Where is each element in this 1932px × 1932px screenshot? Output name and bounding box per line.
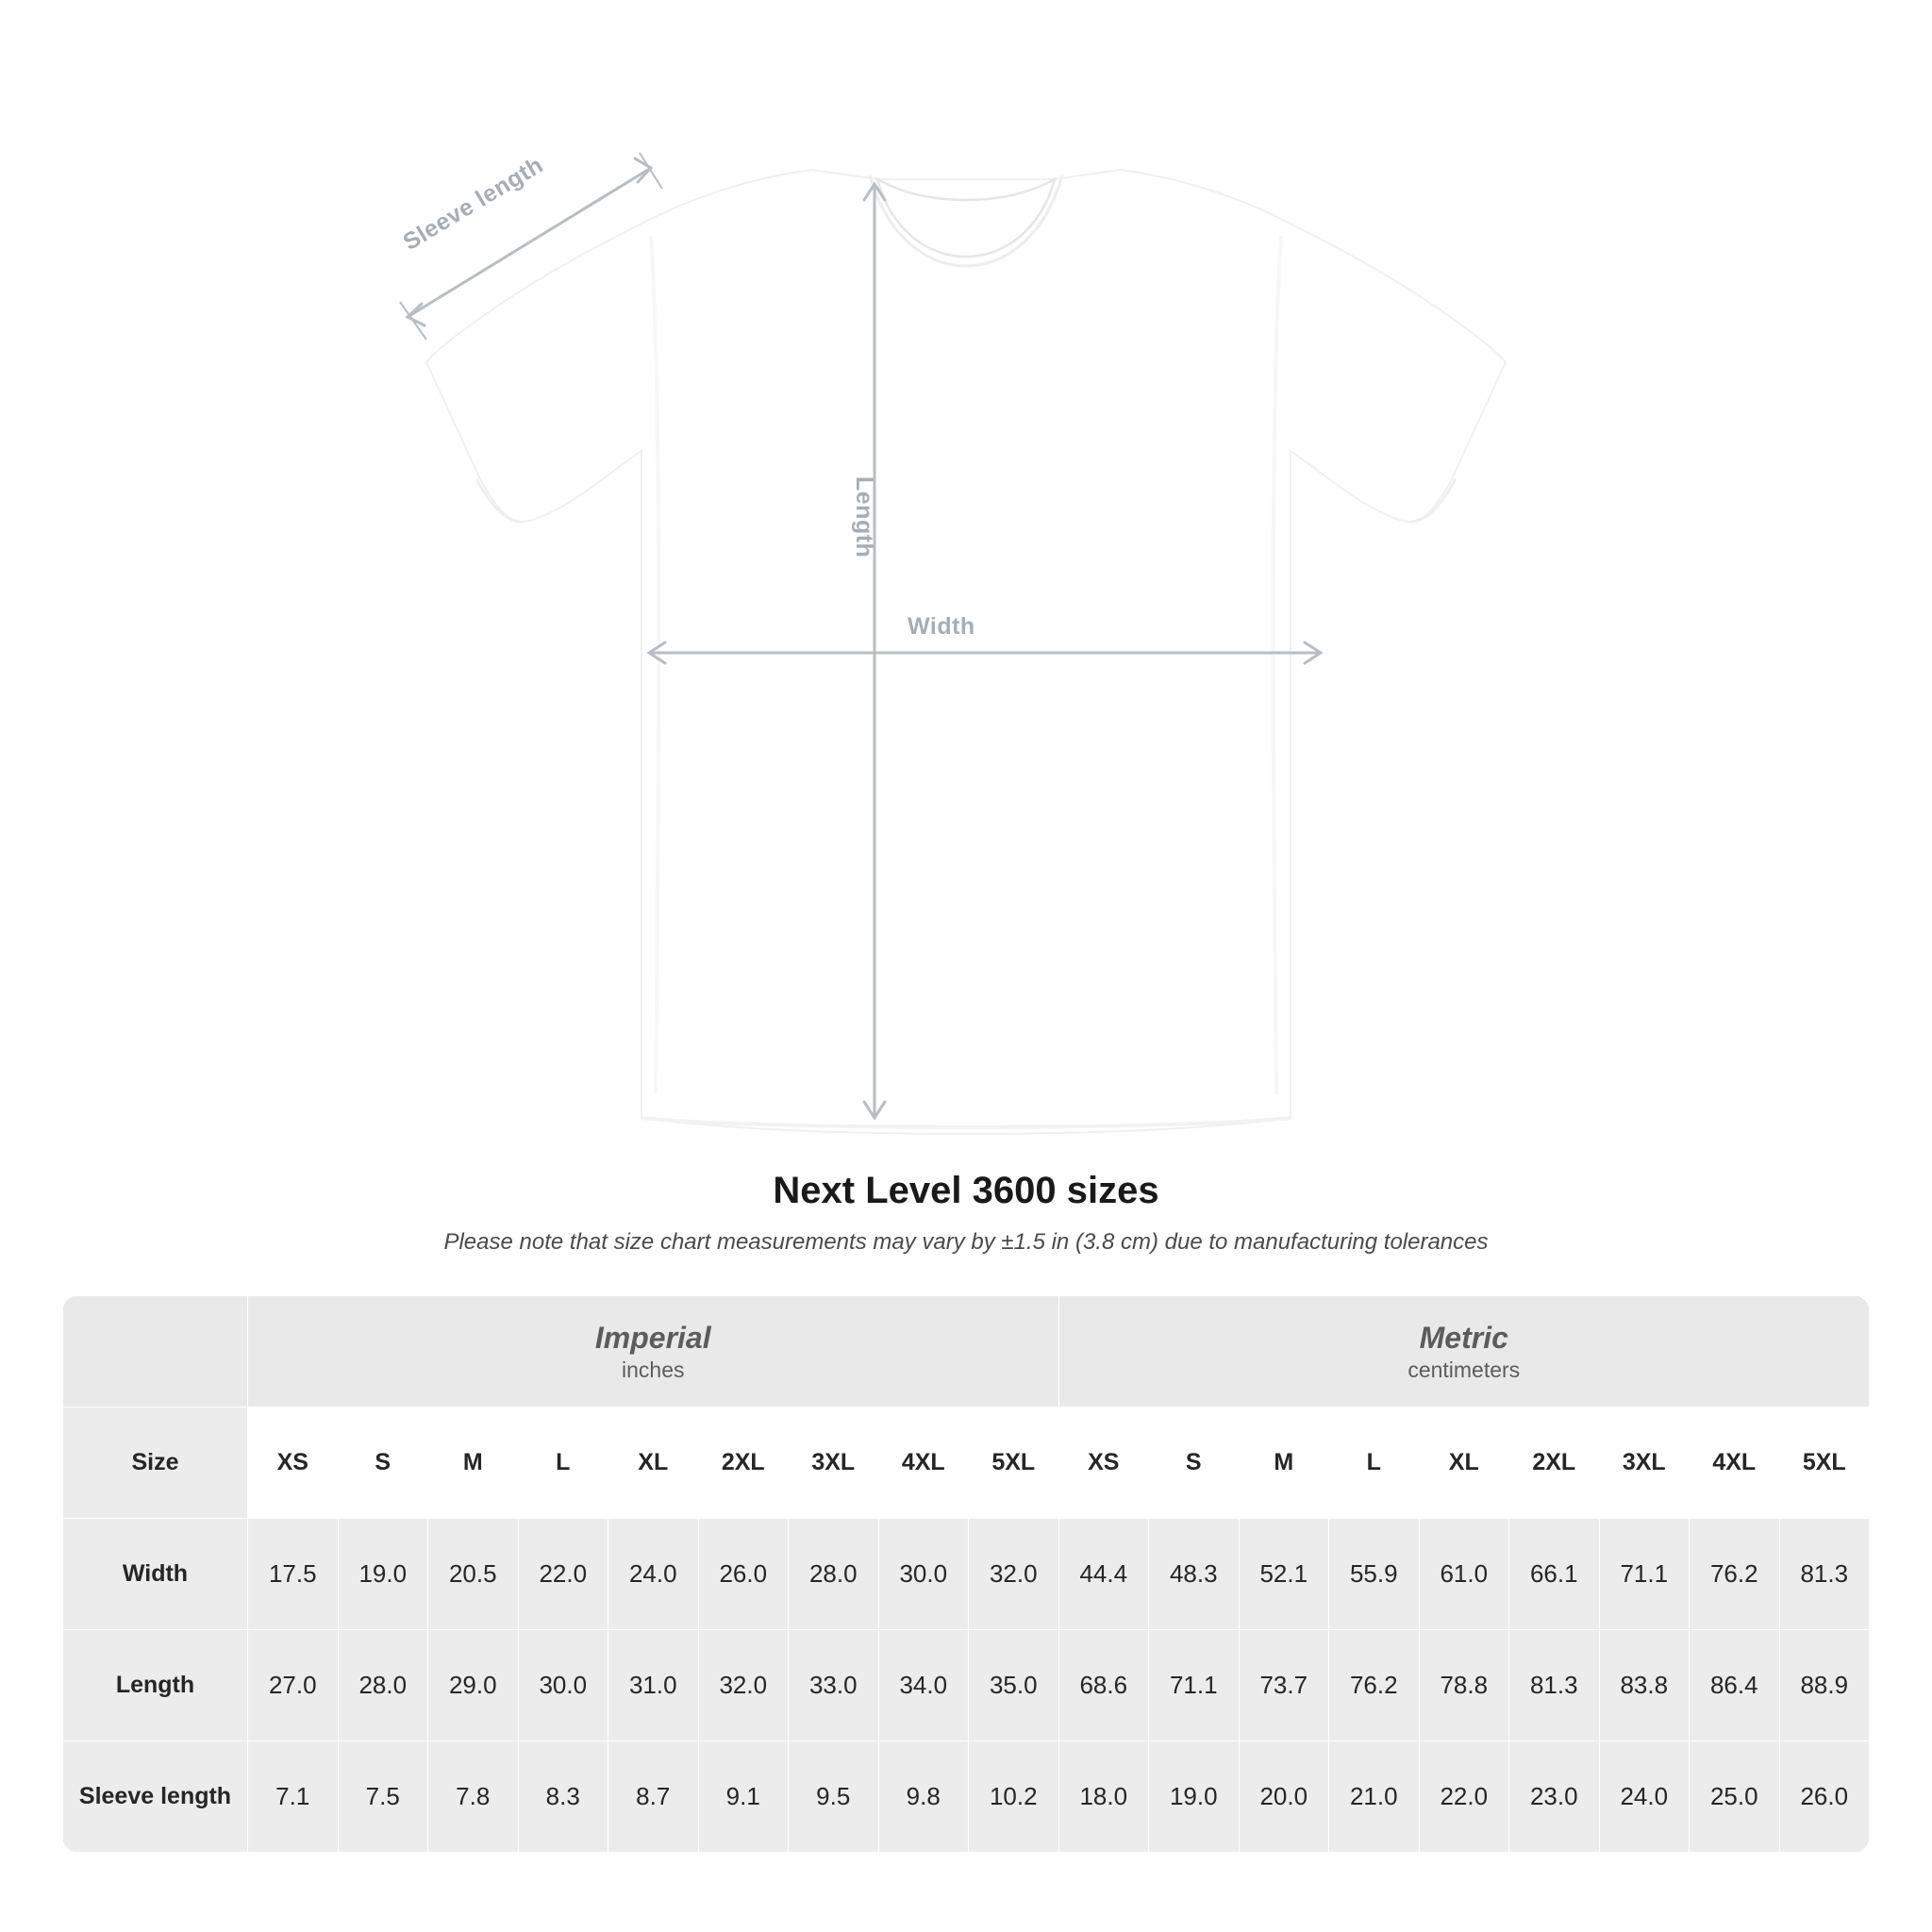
unit-header-imperial bbox=[248, 1296, 1059, 1407]
title-block bbox=[0, 1170, 1932, 1256]
unit-name: Imperial bbox=[594, 1320, 711, 1355]
measurement-cell: 35.0 bbox=[969, 1630, 1059, 1741]
measurement-cell: 73.7 bbox=[1239, 1630, 1329, 1741]
size-column-header: L bbox=[518, 1407, 608, 1519]
size-column-header: XL bbox=[608, 1407, 699, 1519]
measurement-cell: 76.2 bbox=[1329, 1630, 1420, 1741]
measurement-cell: 9.1 bbox=[698, 1741, 789, 1853]
row-label: Sleeve length bbox=[63, 1741, 248, 1853]
measurement-cell: 25.0 bbox=[1690, 1741, 1780, 1853]
size-column-header: 3XL bbox=[789, 1407, 879, 1519]
measurement-cell: 27.0 bbox=[248, 1630, 339, 1741]
size-table-container bbox=[62, 1295, 1870, 1853]
measurement-cell: 29.0 bbox=[428, 1630, 519, 1741]
measurement-cell: 34.0 bbox=[878, 1630, 969, 1741]
measurement-cell: 26.0 bbox=[1779, 1741, 1870, 1853]
measurement-cell: 20.5 bbox=[428, 1519, 519, 1630]
measurement-cell: 86.4 bbox=[1690, 1630, 1780, 1741]
measurement-cell: 22.0 bbox=[518, 1519, 608, 1630]
measurement-cell: 32.0 bbox=[698, 1630, 789, 1741]
size-column-header: M bbox=[428, 1407, 519, 1519]
measurement-cell: 81.3 bbox=[1779, 1519, 1870, 1630]
length-label: Length bbox=[851, 476, 877, 558]
size-column-header: S bbox=[338, 1407, 428, 1519]
measurement-cell: 68.6 bbox=[1058, 1630, 1149, 1741]
table-corner-cell bbox=[63, 1296, 248, 1407]
measurement-cell: 30.0 bbox=[518, 1630, 608, 1741]
size-column-header: L bbox=[1329, 1407, 1420, 1519]
measurement-cell: 48.3 bbox=[1149, 1519, 1240, 1630]
measurement-cell: 18.0 bbox=[1058, 1741, 1149, 1853]
measurement-cell: 61.0 bbox=[1419, 1519, 1509, 1630]
tolerance-note: Please note that size chart measurements may vary by ±1.5 in (3.8 cm) due to manufacturing tolerances bbox=[443, 1229, 1489, 1255]
unit-header-metric bbox=[1058, 1296, 1870, 1407]
measurement-cell: 76.2 bbox=[1690, 1519, 1780, 1630]
measurement-cell: 71.1 bbox=[1149, 1630, 1240, 1741]
size-table bbox=[62, 1295, 1870, 1853]
sleeve-length-label: Sleeve length bbox=[398, 151, 548, 257]
measurement-cell: 31.0 bbox=[608, 1630, 699, 1741]
measurement-cell: 78.8 bbox=[1419, 1630, 1509, 1741]
size-column-header: 5XL bbox=[1779, 1407, 1870, 1519]
measurement-cell: 8.3 bbox=[518, 1741, 608, 1853]
measurement-cell: 28.0 bbox=[789, 1519, 879, 1630]
size-column-header: 4XL bbox=[878, 1407, 969, 1519]
measurement-cell: 19.0 bbox=[1149, 1741, 1240, 1853]
size-column-header: 2XL bbox=[1509, 1407, 1600, 1519]
measurement-cell: 83.8 bbox=[1599, 1630, 1690, 1741]
measurement-cell: 10.2 bbox=[969, 1741, 1059, 1853]
size-column-header: XL bbox=[1419, 1407, 1509, 1519]
measurement-cell: 44.4 bbox=[1058, 1519, 1149, 1630]
measurement-cell: 30.0 bbox=[878, 1519, 969, 1630]
table-row bbox=[63, 1519, 1870, 1630]
measurement-cell: 33.0 bbox=[789, 1630, 879, 1741]
measurement-cell: 20.0 bbox=[1239, 1741, 1329, 1853]
unit-subtitle: inches bbox=[622, 1357, 685, 1382]
unit-header-row bbox=[63, 1296, 1870, 1407]
size-column-header: 5XL bbox=[969, 1407, 1059, 1519]
size-header-row bbox=[63, 1407, 1870, 1519]
unit-subtitle: centimeters bbox=[1407, 1357, 1521, 1382]
measurement-cell: 81.3 bbox=[1509, 1630, 1600, 1741]
table-row bbox=[63, 1741, 1870, 1853]
measurement-cell: 22.0 bbox=[1419, 1741, 1509, 1853]
page-title: Next Level 3600 sizes bbox=[773, 1170, 1159, 1211]
size-column-header: M bbox=[1239, 1407, 1329, 1519]
row-label: Length bbox=[63, 1630, 248, 1741]
measurement-cell: 19.0 bbox=[338, 1519, 428, 1630]
measurement-cell: 23.0 bbox=[1509, 1741, 1600, 1853]
size-column-header: XS bbox=[1058, 1407, 1149, 1519]
measurement-cell: 26.0 bbox=[698, 1519, 789, 1630]
measurement-cell: 66.1 bbox=[1509, 1519, 1600, 1630]
unit-name: Metric bbox=[1419, 1320, 1508, 1355]
measurement-cell: 17.5 bbox=[248, 1519, 339, 1630]
measurement-cell: 55.9 bbox=[1329, 1519, 1420, 1630]
measurement-cell: 9.5 bbox=[789, 1741, 879, 1853]
size-column-header: S bbox=[1149, 1407, 1240, 1519]
measurement-cell: 52.1 bbox=[1239, 1519, 1329, 1630]
measurement-cell: 88.9 bbox=[1779, 1630, 1870, 1741]
measurement-cell: 7.8 bbox=[428, 1741, 519, 1853]
measurement-cell: 21.0 bbox=[1329, 1741, 1420, 1853]
measurement-cell: 8.7 bbox=[608, 1741, 699, 1853]
measurement-cell: 24.0 bbox=[608, 1519, 699, 1630]
measurement-cell: 28.0 bbox=[338, 1630, 428, 1741]
size-column-header: 3XL bbox=[1599, 1407, 1690, 1519]
row-label: Width bbox=[63, 1519, 248, 1630]
table-row bbox=[63, 1630, 1870, 1741]
measurement-cell: 7.5 bbox=[338, 1741, 428, 1853]
size-column-header: XS bbox=[248, 1407, 339, 1519]
size-column-header: 4XL bbox=[1690, 1407, 1780, 1519]
measurement-cell: 7.1 bbox=[248, 1741, 339, 1853]
size-column-header: 2XL bbox=[698, 1407, 789, 1519]
measurement-cell: 71.1 bbox=[1599, 1519, 1690, 1630]
measurement-cell: 32.0 bbox=[969, 1519, 1059, 1630]
measurement-cell: 9.8 bbox=[878, 1741, 969, 1853]
size-label-cell: Size bbox=[63, 1407, 248, 1519]
width-label: Width bbox=[908, 613, 975, 640]
measurement-cell: 24.0 bbox=[1599, 1741, 1690, 1853]
